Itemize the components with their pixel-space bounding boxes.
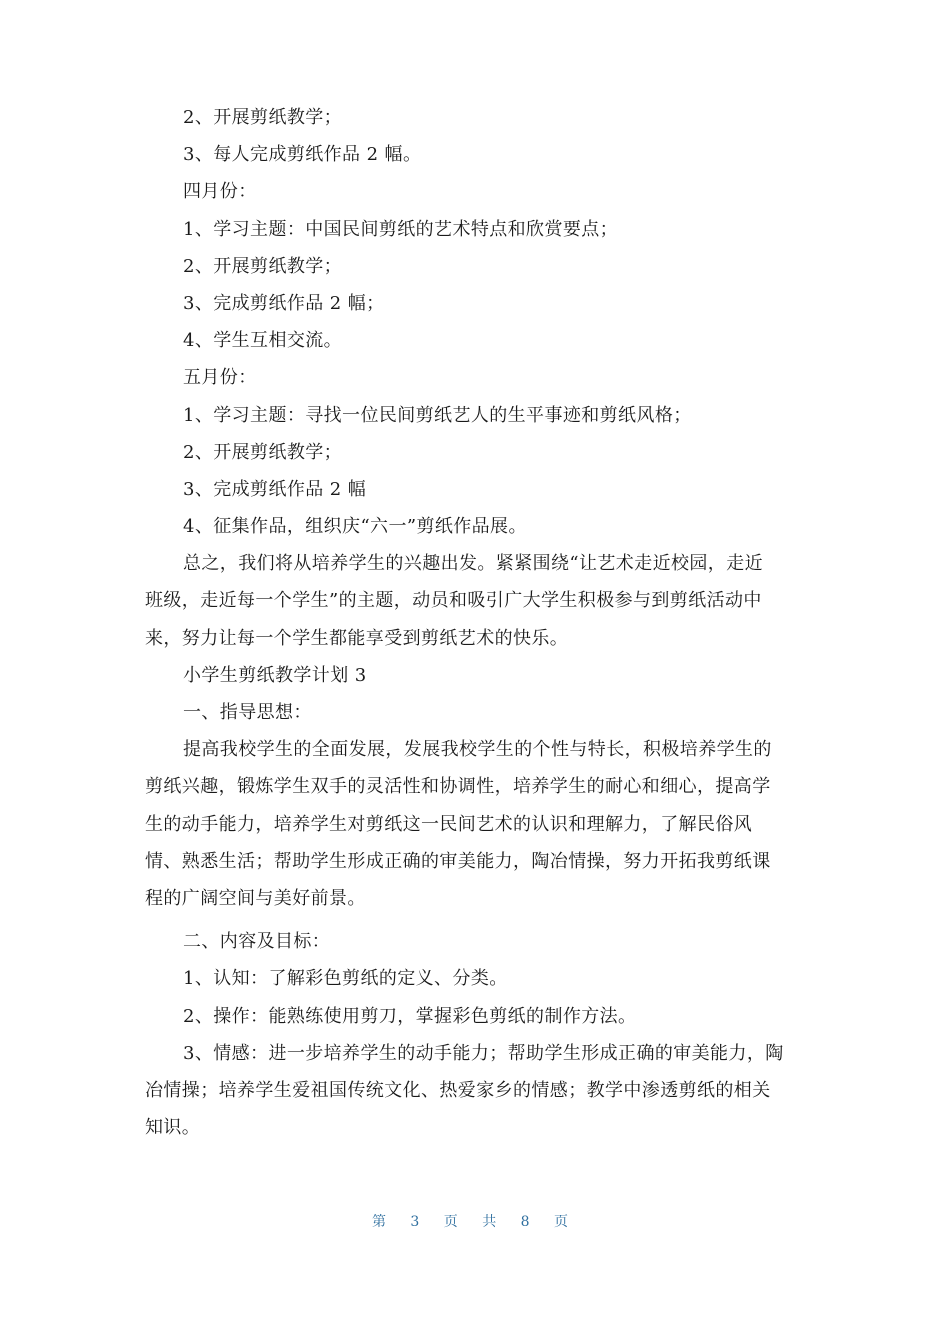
text-line: 3、每人完成剪纸作品 2 幅。 — [183, 144, 422, 166]
summary-line: 总之，我们将从培养学生的兴趣出发。紧紧围绕“让艺术走近校园，走近 — [183, 553, 763, 575]
text-line: 2、开展剪纸教学； — [183, 107, 343, 128]
guiding-line: 剪纸兴趣，锻炼学生双手的灵活性和协调性，培养学生的耐心和细心，提高学 — [145, 776, 771, 798]
summary-line: 班级，走近每一个学生”的主题，动员和吸引广大学生积极参与到剪纸活动中 — [145, 590, 762, 612]
emotion-line: 冶情操；培养学生爱祖国传统文化、热爱家乡的情感；教学中渗透剪纸的相关 — [145, 1079, 771, 1101]
goal-line: 1、认知：了解彩色剪纸的定义、分类。 — [183, 968, 508, 990]
goal-line: 2、操作：能熟练使用剪刀，掌握彩色剪纸的制作方法。 — [183, 1005, 637, 1027]
section-title: 小学生剪纸教学计划 3 — [183, 664, 367, 686]
text-line: 4、征集作品，组织庆“六一”剪纸作品展。 — [183, 516, 527, 538]
heading-guiding-ideology: 一、指导思想： — [183, 702, 312, 723]
month-heading-may: 五月份： — [183, 367, 257, 389]
text-line: 2、开展剪纸教学； — [183, 255, 343, 277]
month-heading-april: 四月份： — [183, 181, 257, 203]
guiding-line: 生的动手能力，培养学生对剪纸这一民间艺术的认识和理解力，了解民俗风 — [145, 813, 753, 835]
text-line: 3、完成剪纸作品 2 幅 — [183, 478, 367, 500]
page-content — [145, 99, 805, 1146]
guiding-line: 程的广阔空间与美好前景。 — [145, 887, 366, 909]
summary-line: 来，努力让每一个学生都能享受到剪纸艺术的快乐。 — [145, 627, 569, 649]
page-number-footer: 第 3 页 共 8 页 — [371, 1214, 579, 1230]
text-line: 2、开展剪纸教学； — [183, 441, 343, 463]
text-line: 1、学习主题：寻找一位民间剪纸艺人的生平事迹和剪纸风格； — [183, 404, 692, 426]
text-line: 1、学习主题：中国民间剪纸的艺术特点和欣赏要点； — [183, 218, 619, 240]
guiding-line: 提高我校学生的全面发展，发展我校学生的个性与特长，积极培养学生的 — [183, 739, 772, 761]
guiding-line: 情、熟悉生活；帮助学生形成正确的审美能力，陶冶情操，努力开拓我剪纸课 — [145, 850, 771, 872]
text-line: 4、学生互相交流。 — [183, 330, 343, 352]
emotion-line: 知识。 — [145, 1117, 201, 1139]
text-line: 3、完成剪纸作品 2 幅； — [183, 292, 385, 314]
emotion-line: 3、情感：进一步培养学生的动手能力；帮助学生形成正确的审美能力，陶 — [183, 1042, 784, 1064]
heading-content-goals: 二、内容及目标： — [183, 931, 331, 953]
